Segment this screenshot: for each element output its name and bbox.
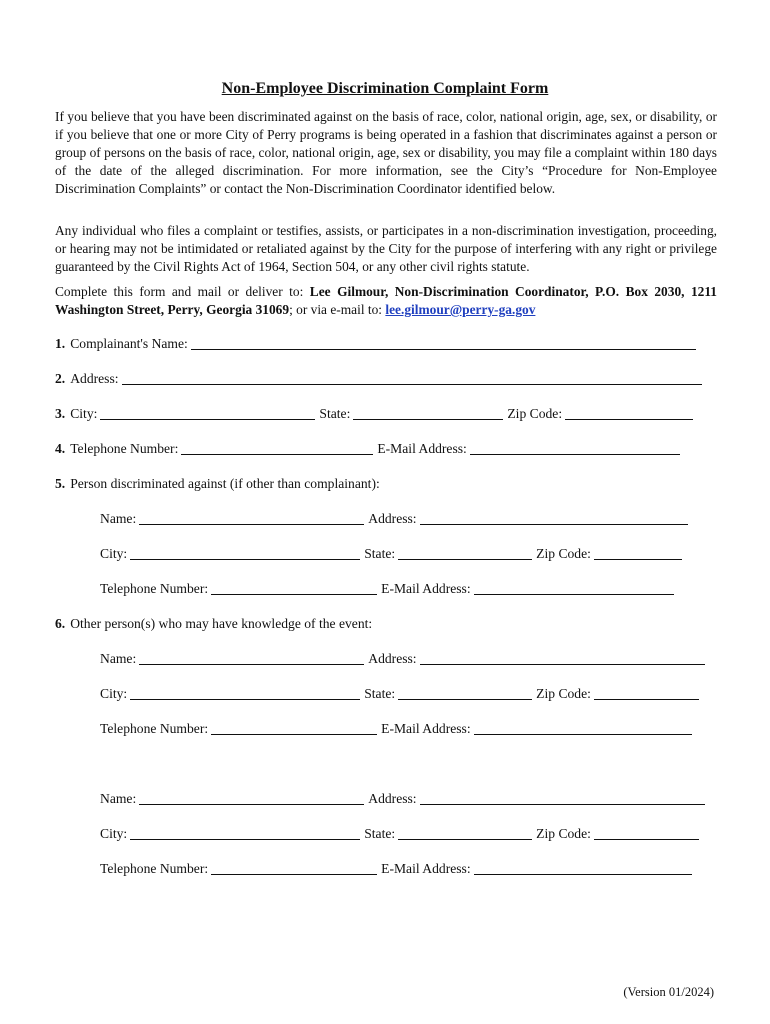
item-number: 5. — [55, 476, 66, 491]
witness1-email-field[interactable] — [474, 720, 692, 735]
witness1-name-field[interactable] — [139, 650, 364, 665]
item-number: 2. — [55, 371, 66, 386]
person5-email-field[interactable] — [474, 580, 674, 595]
state-label: State: — [364, 686, 396, 701]
witness2-zip-field[interactable] — [594, 825, 699, 840]
person5-telephone-field[interactable] — [211, 580, 377, 595]
state-label: State: — [364, 546, 396, 561]
email-field[interactable] — [470, 440, 680, 455]
city-label: City: — [100, 546, 128, 561]
complainant-name-label: Complainant's Name: — [70, 336, 188, 351]
other-persons-heading — [55, 612, 372, 632]
person5-zip-field[interactable] — [594, 545, 682, 560]
city-label: City: — [100, 686, 128, 701]
intro-paragraph-2: Any individual who files a complaint or testifies, assists, or participates in a non-discrimination investigation, proceeding, or hearing may not be intimidated or retaliated against by the City for the purpose of interfering with any right or privilege guaranteed by the Civil Rights Act of 1964, Section 504, or any other civil rights statute. — [55, 223, 717, 274]
zip-label: Zip Code: — [536, 546, 591, 561]
coordinator-email-link[interactable]: lee.gilmour@perry-ga.gov — [385, 302, 536, 317]
person-discriminated-label: Person discriminated against (if other than complainant): — [70, 476, 380, 491]
person5-city-state-zip-row — [100, 542, 682, 562]
witness1-name-address-row — [100, 647, 705, 667]
telephone-label: Telephone Number: — [100, 721, 209, 736]
name-label: Name: — [100, 791, 137, 806]
city-field[interactable] — [100, 405, 315, 420]
witness2-city-state-zip-row — [100, 822, 699, 842]
state-label: State: — [364, 826, 396, 841]
address-label: Address: — [368, 651, 417, 666]
person5-city-field[interactable] — [130, 545, 360, 560]
version-footer: (Version 01/2024) — [623, 985, 714, 999]
other-persons-label: Other person(s) who may have knowledge of the event: — [70, 616, 373, 631]
telephone-label: Telephone Number: — [100, 861, 209, 876]
witness1-state-field[interactable] — [398, 685, 532, 700]
address-label: Address: — [70, 371, 119, 386]
telephone-email-row — [55, 437, 680, 457]
email-label: E-Mail Address: — [381, 721, 471, 736]
state-field[interactable] — [353, 405, 503, 420]
zip-field[interactable] — [565, 405, 693, 420]
witness2-name-field[interactable] — [139, 790, 364, 805]
witness2-address-field[interactable] — [420, 790, 705, 805]
witness2-city-field[interactable] — [130, 825, 360, 840]
witness1-zip-field[interactable] — [594, 685, 699, 700]
item-number: 4. — [55, 441, 66, 456]
item-number: 3. — [55, 406, 66, 421]
intro-paragraph-1: If you believe that you have been discriminated against on the basis of race, color, national origin, age, sex, or disability, or if you believe that one or more City of Perry programs is being operated in a fashion that discriminates against a person or group of persons on the basis of race, color, national origin, age, sex or disability, you may file a complaint within 180 days of the date of the alleged discrimination. For more information, see the City’s “Procedure for Non-Employee Discrimination Complaints” or contact the Non-Discrimination Coordinator identified below. — [55, 109, 717, 196]
complainant-name-row — [55, 332, 696, 352]
witness1-address-field[interactable] — [420, 650, 705, 665]
witness2-telephone-field[interactable] — [211, 860, 377, 875]
city-label: City: — [70, 406, 98, 421]
name-label: Name: — [100, 651, 137, 666]
witness1-telephone-email-row — [100, 717, 692, 737]
city-state-zip-row — [55, 402, 693, 422]
person5-address-field[interactable] — [420, 510, 688, 525]
person-discriminated-heading — [55, 472, 380, 492]
telephone-label: Telephone Number: — [70, 441, 179, 456]
item-number: 6. — [55, 616, 66, 631]
delivery-instructions — [55, 283, 717, 319]
person5-state-field[interactable] — [398, 545, 532, 560]
telephone-field[interactable] — [181, 440, 373, 455]
email-label: E-Mail Address: — [381, 581, 471, 596]
zip-label: Zip Code: — [536, 686, 591, 701]
email-label: E-Mail Address: — [381, 861, 471, 876]
witness2-email-field[interactable] — [474, 860, 692, 875]
address-field[interactable] — [122, 370, 702, 385]
delivery-prefix: Complete this form and mail or deliver to: — [55, 284, 310, 299]
zip-label: Zip Code: — [536, 826, 591, 841]
address-label: Address: — [368, 511, 417, 526]
item-number: 1. — [55, 336, 66, 351]
delivery-mid: ; or via e-mail to: — [289, 302, 386, 317]
witness2-telephone-email-row — [100, 857, 692, 877]
person5-name-address-row — [100, 507, 688, 527]
witness1-city-field[interactable] — [130, 685, 360, 700]
email-label: E-Mail Address: — [377, 441, 467, 456]
city-label: City: — [100, 826, 128, 841]
witness2-state-field[interactable] — [398, 825, 532, 840]
person5-name-field[interactable] — [139, 510, 364, 525]
address-row — [55, 367, 702, 387]
zip-label: Zip Code: — [507, 406, 563, 421]
name-label: Name: — [100, 511, 137, 526]
witness1-telephone-field[interactable] — [211, 720, 377, 735]
witness2-name-address-row — [100, 787, 705, 807]
telephone-label: Telephone Number: — [100, 581, 209, 596]
state-label: State: — [319, 406, 351, 421]
complainant-name-field[interactable] — [191, 335, 696, 350]
coordinator-address: Lee Gilmour, Non-Discrimination Coordinator, P.O. Box 2030, 1211 Washington Street, Perry, Georgia 31069 — [55, 284, 718, 317]
form-title: Non-Employee Discrimination Complaint Form — [221, 80, 549, 97]
person5-telephone-email-row — [100, 577, 674, 597]
witness1-city-state-zip-row — [100, 682, 699, 702]
address-label: Address: — [368, 791, 417, 806]
